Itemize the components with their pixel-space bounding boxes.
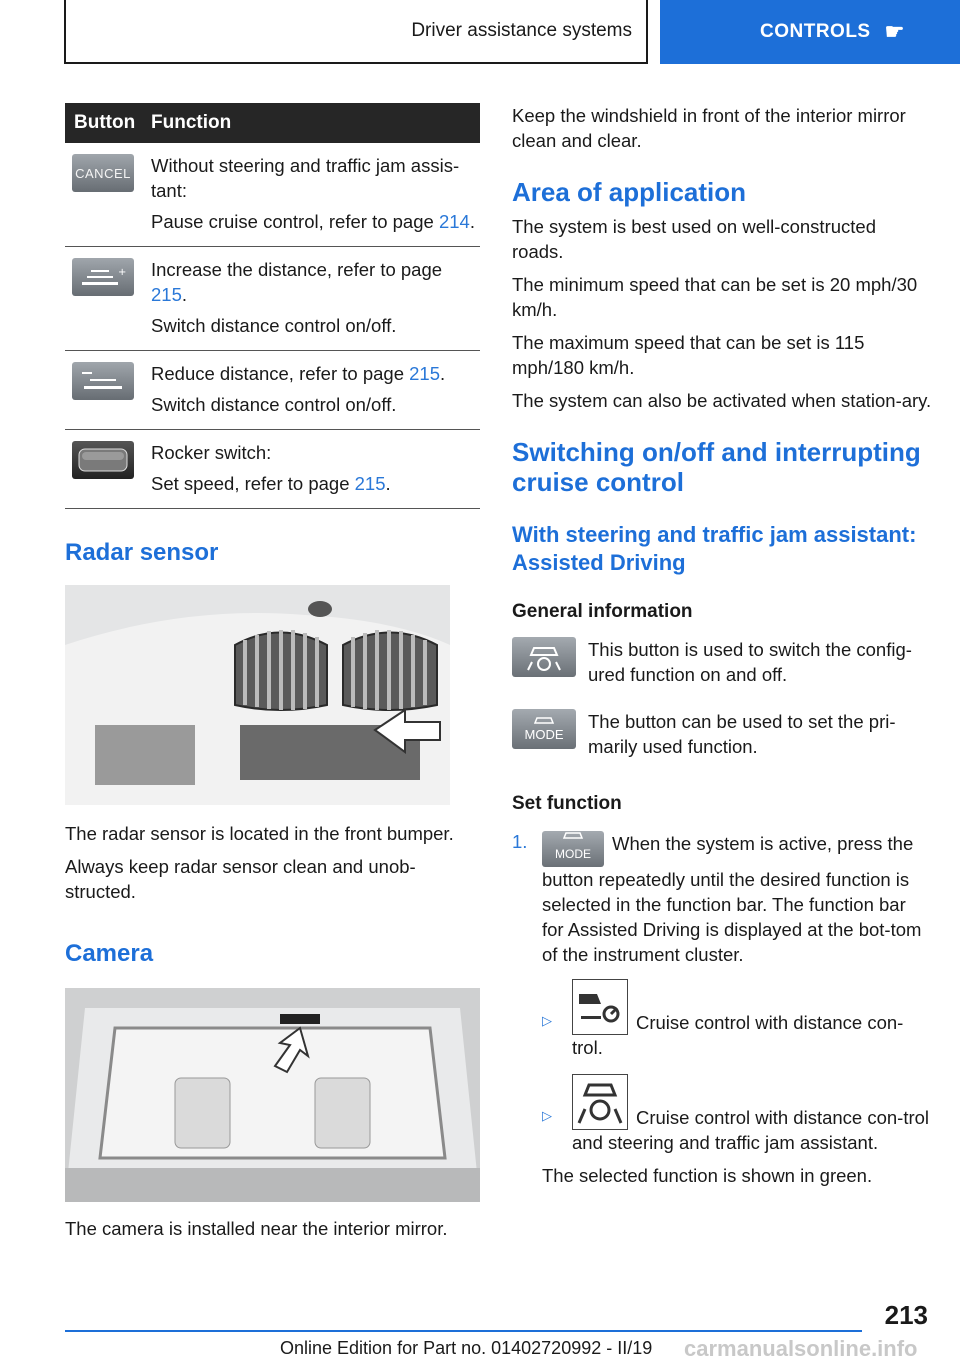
reduce-distance-icon [72, 362, 134, 400]
row-text: Switch distance control on/off. [151, 394, 397, 415]
radar-text: Always keep radar sensor clean and unob-structed. [65, 856, 416, 902]
bullet-text: Cruise control with distance con-trol. [572, 979, 932, 1060]
table-header [65, 103, 480, 143]
area-text: The system is best used on well-constructed roads. [512, 216, 876, 262]
camera-image [65, 988, 480, 1202]
table-row [65, 143, 480, 247]
area-text: The system can also be activated when station-ary. [512, 390, 932, 411]
increase-distance-icon [72, 258, 134, 296]
assisted-driving-heading: With steering and traffic jam assistant: Assisted Driving [512, 522, 917, 575]
page-link[interactable]: 215 [409, 363, 441, 384]
edition-text: Online Edition for Part no. 01402720992 - II/19 [280, 1338, 653, 1358]
selected-text: The selected function is shown in green. [542, 1165, 873, 1186]
step-text: MODE When the system is active, press the button repeatedly until the desired function is selected in the function bar. The function bar for Assisted Driving is displayed at the bot-tom of the instrument cluster. [542, 833, 922, 965]
cancel-button-icon: CANCEL [72, 154, 134, 192]
area-text: The maximum speed that can be set is 115 mph/180 km/h. [512, 332, 865, 378]
mode-button-icon: MODE [512, 709, 576, 749]
table-row [65, 430, 480, 509]
steering-assistant-icon [572, 1074, 628, 1130]
footer-rule [65, 1330, 862, 1332]
page-link[interactable]: 215 [354, 473, 386, 494]
camera-text: The camera is installed near the interior mirror. [65, 1218, 448, 1239]
distance-control-icon [572, 979, 628, 1035]
general-text: This button is used to switch the config-ured function on and off. [588, 639, 912, 685]
row-text: Rocker switch: [151, 442, 272, 463]
assist-button-row [512, 637, 932, 687]
switching-heading: Switching on/off and interrupting cruise control [512, 437, 921, 497]
table-row [65, 351, 480, 430]
row-text: Reduce distance, refer to page 215. [151, 363, 446, 384]
table-header-button: Button [74, 112, 136, 133]
triangle-bullet-icon: ▷ [542, 1013, 552, 1028]
camera-heading: Camera [65, 940, 154, 967]
svg-text:+: + [118, 267, 127, 278]
step-number: 1. [512, 831, 528, 852]
watermark: carmanualsonline.info [684, 1336, 918, 1361]
area-heading: Area of application [512, 177, 747, 207]
row-text: Switch distance control on/off. [151, 315, 397, 336]
bullet-item [542, 979, 932, 1060]
bullet-item [542, 1074, 932, 1155]
row-text: Increase the distance, refer to page 215. [151, 259, 443, 305]
triangle-bullet-icon: ▷ [542, 1108, 552, 1123]
radar-sensor-image [65, 585, 450, 805]
rocker-switch-icon [72, 441, 134, 479]
row-text: Set speed, refer to page 215. [151, 473, 391, 494]
page-link[interactable]: 215 [151, 284, 182, 305]
pointing-hand-icon: ☛ [884, 19, 905, 44]
bullet-text: Cruise control with distance con-trol and steering and traffic jam assistant. [572, 1074, 932, 1155]
assisted-driving-button-icon [512, 637, 576, 677]
general-info-heading: General information [512, 601, 693, 622]
page-number: 213 [884, 1300, 928, 1330]
chapter-tab: CONTROLS ☛ [660, 0, 960, 64]
radar-sensor-heading: Radar sensor [65, 539, 219, 566]
page-link[interactable]: 214 [438, 211, 470, 232]
intro-text: Keep the windshield in front of the interior mirror clean and clear. [512, 105, 906, 151]
row-text: Pause cruise control, refer to page 214. [151, 211, 475, 232]
page-header [64, 0, 960, 64]
step-1 [512, 831, 932, 1188]
mode-button-row [512, 709, 932, 759]
left-column [65, 103, 480, 1241]
right-column [512, 103, 932, 1188]
row-text: Without steering and traffic jam assis-tant: [151, 155, 460, 201]
area-text: The minimum speed that can be set is 20 mph/30 km/h. [512, 274, 918, 320]
mode-button-icon: MODE [542, 831, 604, 867]
table-header-function: Function [151, 112, 232, 133]
general-text: The button can be used to set the pri-marily used function. [588, 711, 896, 757]
table-row [65, 247, 480, 351]
section-title: Driver assistance systems [64, 0, 648, 64]
radar-text: The radar sensor is located in the front bumper. [65, 823, 454, 844]
set-function-heading: Set function [512, 793, 622, 814]
